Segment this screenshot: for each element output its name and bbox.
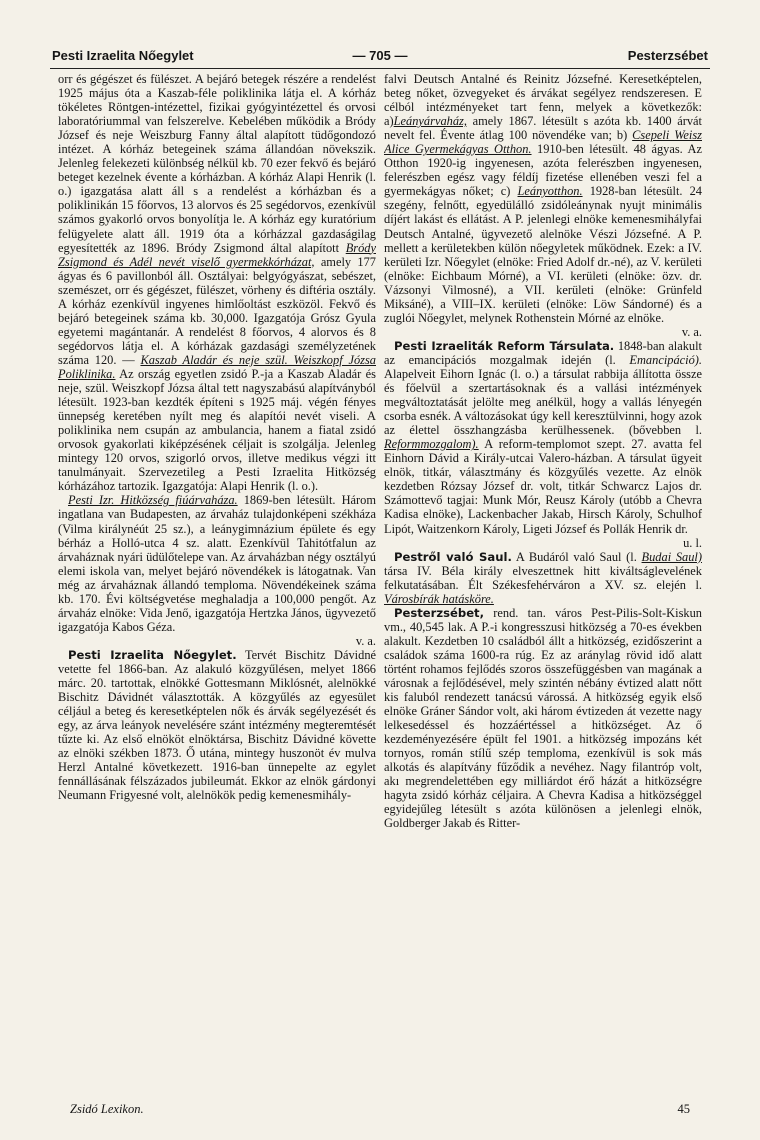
page-header: [50, 46, 710, 69]
header-running-title: Pesterzsébet: [627, 48, 708, 63]
header-section-title: Pesti Izraelita Nőegylet: [52, 48, 194, 63]
entry-hospital-continued: orr és gégészet és fülészet. A bejáró betegek részére a rendelést 1925 május óta a Kaszab-féle poliklinika látja el. A kórház tökéletes Röntgen-intézettel, fizikai gyógyintézettel és orvosi laboratóriummal van felszerelve. Kebelében működik a Bródy József és neje Weiszburg Fanny által alapított tüdőgondozó intézet. A kórház betegeinek száma állandóan növekszik. Jelenleg felekezeti különbség nélkül kb. 70 ezer fekvő és bejáró beteget kezelnek évente a kórházban. A kórház Alapi Henrik (l. o.) igazgatása alatt áll s a rendelést a kórházban és a poliklinikán 15 főorvos, 13 alorvos és 25 segédorvos, ezenkívül számos gyakorló orvos bonyolítja le. A kórház egy kuratórium felügyelete alatt áll. 1919 óta a kórházzal gazdaságilag egyesítették az 1896. Bródy Zsigmond által alapított Bródy Zsigmond és Adél nevét viselő gyermekkórházat, amely 177 ágyas és 6 pavillonból áll. Osztályai: belgyógyászat, sebészet, szemészet, orr és gégészet, fülészet, vörheny és diftéria osztály. A kórház ezenkívül ingyenes himlőoltást eszközöl. Fekvő és bejáró betegeinek száma kb. 30,000. Igazgatója Grósz Gyula egyetemi magántanár. A rendelést 8 főorvos, 4 alorvos és 8 segédorvos látja el. A kórházak gazdasági személyzetének száma 120. — Kaszab Aladár és neje szül. Weiszkopf Józsa Poliklinika. Az ország egyetlen zsidó P.-ja a Kaszab Aladár és neje, szül. Weiszkopf Józsa által tett nagyszabású alapítványból létesült. 1923-ban kezdték építeni s 1925 máj. végén fényes ünnepség keretében nyílt meg és alapítói nevét viseli. A poliklinika nem csupán az ambulancia, hanem a fiatal zsidó orvosok gyakorlati kiképzésének céljait is szolgálja. Jelenleg mintegy 120 orvos, szigorló orvos, illetve medikus végzi itt tanulmányait. Szervezetileg a Pesti Izraelita Hitközség kórházához tartozik. Igazgatója: Alapi Henrik (l. o.).: [58, 72, 376, 494]
entry-boys-orphanage: Pesti Izr. Hitközség fiúárvaháza. 1869-ben létesült. Három ingatlana van Budapesten, az árvaház tulajdonképeni székháza (Vilma királynéút 25 sz.), a leánygimnázium épülete és egy bérház a Holló-utca 4 sz. alatt. Ezenkívül Tahitótfalun az árvaháznak nyári üdülőtelepe van. Az árvaházban négy osztályú elemi iskola van, melyet bejáró növendékek is látogatnak. Van még az árvaháznak állandó temploma. Növendékeinek száma kb. 170. Évi költségvetése meghaladja a 100,000 pengőt. Az árvaház elnöke: Vida Jenő, igazgatója Hertzka János, ügyvezető igazgatója Kabos Géza. v. a.: [58, 493, 376, 648]
page-number-header: — 705 —: [352, 48, 408, 63]
footer-sheet-number: 45: [677, 1102, 690, 1116]
entry-pesterzsebet: Pesterzsébet, rend. tan. város Pest-Pilis-Solt-Kiskun vm., 40,545 lak. A P.-i kongresszusi hitközség a 70-es években alakult. Kezdetben 10 családból állt a hitközség, ezidőszerint a családok száma 1600-ra rúg. Ez az aránylag rövid idő alatt történt rohamos fejlődés szoros összefüggésben van magának a városnak a fejlődésével, mely szintén nébány évtized alatt nőtt kis faluból rendezett tanácsú várossá. A hitközség egyik első elnöke Gráner Sándor volt, aki három évtizeden át vezette nagy lelkesedéssel és hozzáértéssel a hitközséget. Az ő kezdeményezésére épült fel 1901. a hitközség impozáns két tornyos, román stílű szép temploma, ezenkívül is sok más alkotás és alapítvány fűződik a nevéhez. Nagy filantróp volt, akı megrendelettében egy milliárdot érő házát a hitközségre hagyta zsidó kórház céljaira. A Chevra Kadisa a hitközséggel egyidejűleg létesült s azóta különösen a jelenlegi elnök, Goldberger Jakab és Ritter-: [384, 605, 702, 831]
entry-noegylet-continued: falvi Deutsch Antalné és Reinitz Józsefné. Keresetképtelen, beteg nőket, özvegyeket és árvákat segélyez rendszeresen. E célból intézményeket tart fenn, melyek a következők: a)Leányárvaház, amely 1867. létesült s azóta kb. 1400 árvát nevelt fel. Évente átlag 100 növendéke van; b) Csepeli Weisz Alice Gyermekágyas Otthon. 1910-ben létesült. 48 ágyas. Az Otthon 1920-ig ingyenesen, azóta felerészben ingyenesen, felerészben egész vagy féldíj fizetése ellenében veszi fel a gyermekágyas nőket; c) Leányotthon. 1928-ban létesült. 24 szegény, felnőtt, egyedülálló zsidóleánynak nyujt minimális díjért lakást és ellátást. A P. jelenlegi elnöke kemenesmihályfai Deutsch Antalné, ügyvezető alelnöke Vészi Józsefné. A P. mellett a kerületekben külön nőegyletek működnek. Ezek: a IV. kerületi Izr. Nőegylet (elnöke: Fried Adolf dr.-né), az V. kerületi (elnöke: Eichbaum Mórné), a VI. kerületi (elnöke: özv. dr. Vázsonyi Vilmosné), a VII. kerületi (elnöke: Grünfeld Miksáné), a VIII–IX. kerületi (elnöke: Löw Sándorné) és a zuglói Nőegylet, melynek Rothenstein Mórné az elnöke. v. a.: [384, 72, 702, 339]
page-footer: [60, 1102, 690, 1120]
entry-reform-tarsulat: Pesti Izraeliták Reform Társulata. 1848-ban alakult az emancipációs mozgalmak idején (l. Emancipáció). Alapelveit Eihorn Ignác (l. o.) a társulat rabbija állította össze és főelvül a szertartásoknak és a vallási intézmények megváltoztatását jelölte meg anélkül, hogy a vallás lényegén csorba esnék. A változásokat úgy kell keresztülvinni, hogy azok az élettel összhangzásba kerülhessenek. (bővebben l. Reformmozgalom). A reform-templomot szept. 27. avatta fel Einhorn Dávid a Király-utcai Valero-házban. A társulat ügyeit elnök, titkár, választmány és közgyűlés vezette. Az elnök kezdetben Rózsay József dr. volt, titkár Schwarcz Lajos dr. Számottevő tagjai: Munk Mór, Reusz Károly (utóbb a Chevra Kadisa elnöke), Lackenbacher Jakab, Hirsch Károly, Schulhof Lipót, Waitzenkorn Károly, Ligeti József és Pollák Henrik dr. u. l.: [384, 338, 702, 550]
right-column: [384, 72, 702, 1082]
author-signature: u. l.: [683, 535, 702, 550]
left-column: [58, 72, 376, 1082]
author-signature: v. a.: [681, 324, 702, 339]
footer-publication-title: Zsidó Lexikon.: [70, 1102, 144, 1116]
entry-pestrol-valo-saul: Pestről való Saul. A Budáról való Saul (l. Budai Saul) társa IV. Béla király elveszettnek hitt kiváltságlevelének felkutatásában. Élt Székesfehérváron a XV. sz. elején l. Városbírák hatásköre.: [384, 549, 702, 606]
entry-pesti-izraelita-noegylet: Pesti Izraelita Nőegylet. Tervét Bischitz Dávidné vetette fel 1866-ban. Az alakuló közgyűlésen, melyet 1866 márc. 20. tartottak, elnökké Gottesmann Miklósnét, alelnökké Bischitz Dávidnét választották. A közgyűlés az egyesület céljául a beteg és keresetképtelen nők és árvák segélyezését és egy, az árva leányok nevelésére szánt intézmény megteremtését tűzte ki. Az első elnököt elnöktársa, Bischitz Dávidné követte az elnöki székben 1873. Ő utána, mintegy huszonöt év mulva Herzl Antalné következett. 1916-ban ünnepelte az egylet fennállásának félszázados jubileumát. Ekkor az elnök gárdonyi Neumann Frigyesné volt, alelnökök pedig kemenesmihály-: [58, 647, 376, 803]
author-signature: v. a.: [355, 633, 376, 648]
